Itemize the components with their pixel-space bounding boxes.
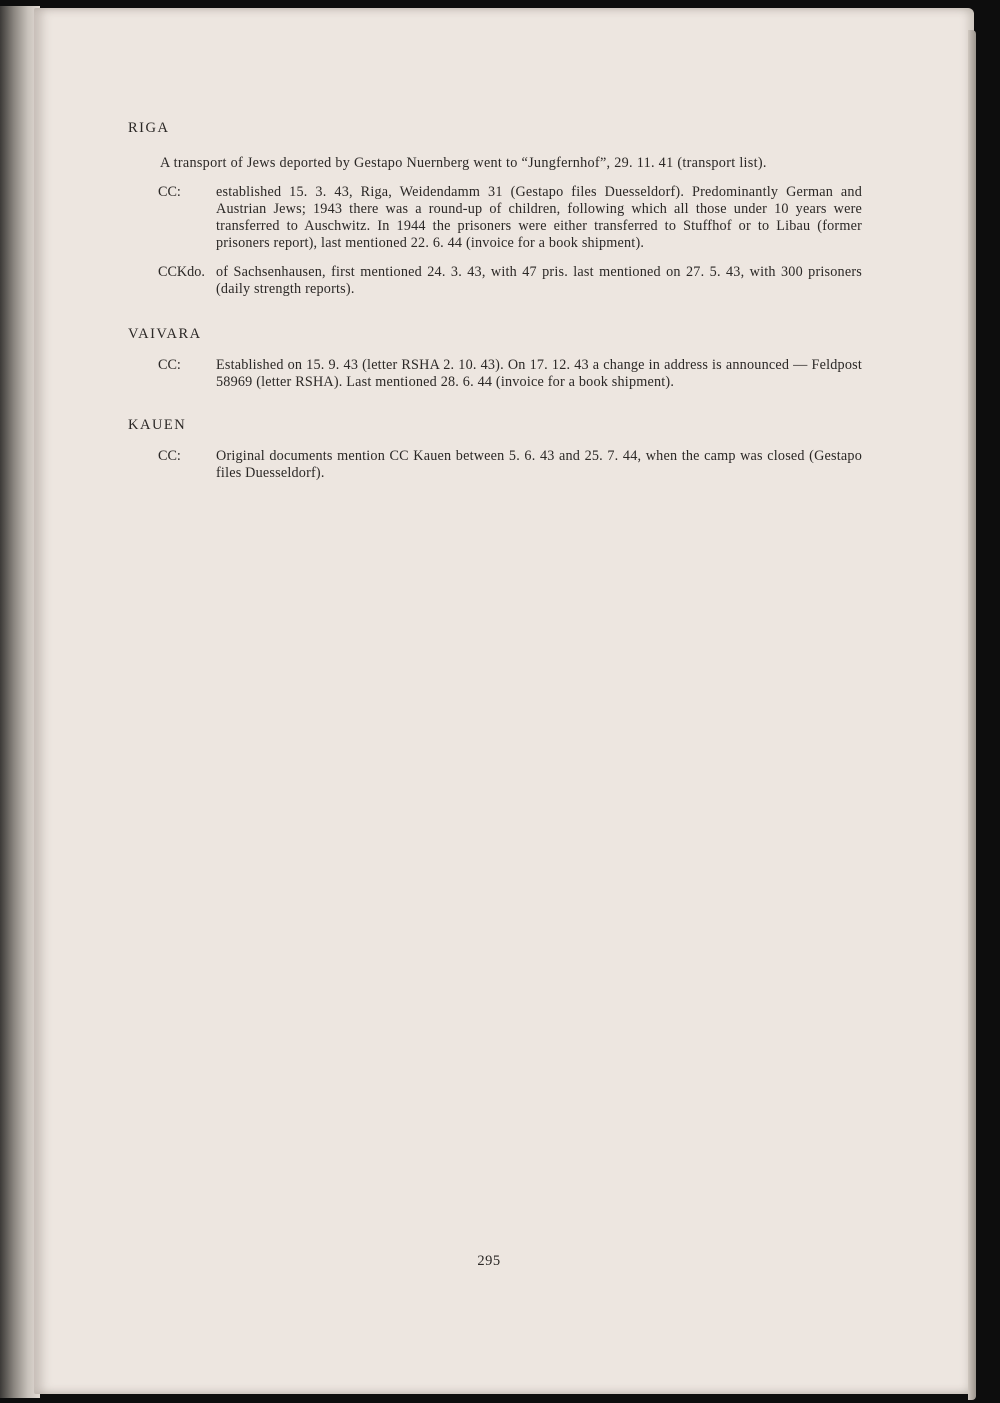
entry-label: CC: bbox=[158, 184, 181, 200]
entry-text: of Sachsenhausen, first mentioned 24. 3. 43, with 47 pris. last mentioned on 27. 5. 43, with 300 prisoners (daily strength reports). bbox=[216, 264, 862, 297]
entry-label: CCKdo. bbox=[158, 264, 205, 280]
riga-entry-cc bbox=[128, 184, 868, 252]
page-edge bbox=[968, 30, 976, 1400]
entry-label: CC: bbox=[158, 357, 181, 373]
kauen-entry-cc bbox=[128, 448, 868, 482]
section-heading-kauen: KAUEN bbox=[128, 417, 187, 433]
entry-text: Original documents mention CC Kauen between 5. 6. 43 and 25. 7. 44, when the camp was closed (Gestapo files Duesseldorf). bbox=[216, 448, 862, 481]
page-number: 295 bbox=[477, 1253, 501, 1269]
entry-text: Established on 15. 9. 43 (letter RSHA 2. 10. 43). On 17. 12. 43 a change in address is announced — Feldpost 58969 (letter RSHA). Last mentioned 28. 6. 44 (invoice for a book shipment). bbox=[216, 357, 862, 390]
entry-text: established 15. 3. 43, Riga, Weidendamm 31 (Gestapo files Duesseldorf). Predominantly German and Austrian Jews; 1943 there was a round-up of children, following which all those under 10 years were transferred to Auschwitz. In 1944 the prisoners were either transferred to Stuffhof or to Libau (former prisoners report), last mentioned 22. 6. 44 (invoice for a book shipment). bbox=[216, 184, 862, 251]
section-vaivara bbox=[128, 326, 868, 391]
page-content bbox=[128, 118, 868, 482]
section-kauen bbox=[128, 417, 868, 482]
section-heading-riga: RIGA bbox=[128, 120, 170, 136]
section-riga bbox=[128, 120, 868, 298]
riga-entry-cckdo bbox=[128, 264, 868, 298]
section-heading-vaivara: VAIVARA bbox=[128, 326, 202, 342]
vaivara-entry-cc bbox=[128, 357, 868, 391]
riga-intro-paragraph: A transport of Jews deported by Gestapo Nuernberg went to “Jungfernhof”, 29. 11. 41 (transport list). bbox=[160, 155, 767, 171]
entry-label: CC: bbox=[158, 448, 181, 464]
